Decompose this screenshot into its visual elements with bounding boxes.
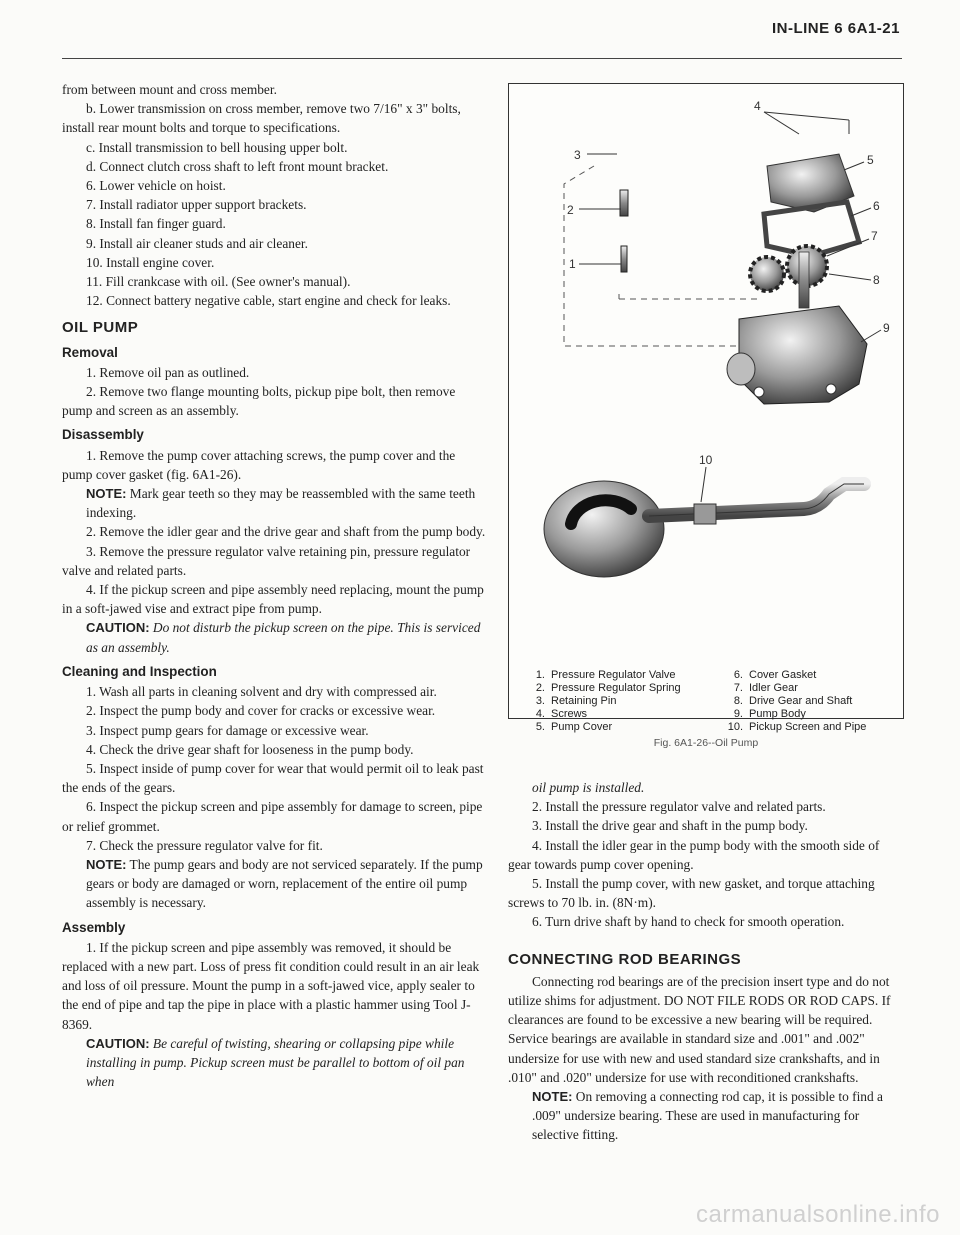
legend-item: 9. Pump Body [733, 708, 806, 720]
header-rule [62, 58, 902, 59]
regulator-spring-shape [620, 190, 628, 216]
caution-text: Do not disturb the pickup screen on the pipe. This is serviced as an assembly. [86, 620, 481, 655]
drive-shaft-shape [799, 252, 809, 308]
paragraph: 3. Inspect pump gears for damage or excessive wear. [86, 722, 369, 738]
paragraph: 6. Turn drive shaft by hand to check for smooth operation. [532, 914, 845, 930]
subheading-disassembly: Disassembly [62, 427, 144, 443]
callout-1: 1 [569, 257, 576, 271]
paragraph: 1. Wash all parts in cleaning solvent and dry with compressed air. [86, 684, 437, 700]
paragraph: 5. Inspect inside of pump cover for wear that would permit oil to leak past the ends of the gears. [62, 760, 484, 796]
note-block [62, 855, 486, 913]
figure-legend-right [725, 669, 897, 734]
callout-9: 9 [883, 321, 890, 335]
legend-item: 1. Pressure Regulator Valve [535, 669, 676, 681]
section-heading-oil-pump: OIL PUMP [62, 319, 139, 337]
callout-4: 4 [754, 99, 761, 113]
page-header [0, 14, 960, 44]
callout-5: 5 [867, 153, 874, 167]
paragraph: 10. Install engine cover. [86, 254, 215, 270]
legend-item: 4. Screws [535, 708, 588, 720]
note-block [508, 1087, 904, 1145]
subheading-assembly: Assembly [62, 919, 126, 935]
paragraph: 3. Install the drive gear and shaft in the pump body. [532, 818, 808, 834]
legend-item: 3. Retaining Pin [535, 695, 617, 707]
paragraph: 1. Remove oil pan as outlined. [86, 364, 250, 380]
callout-6: 6 [873, 199, 880, 213]
note-text: On removing a connecting rod cap, it is possible to find a .009" undersize bearing. These are used in manufacturing for selective fitting. [532, 1089, 883, 1143]
paragraph: 7. Check the pressure regulator valve for fit. [86, 837, 323, 853]
watermark: carmanualsonline.info [696, 1201, 940, 1228]
paragraph: 11. Fill crankcase with oil. (See owner's manual). [86, 274, 351, 290]
paragraph: d. Connect clutch cross shaft to left front mount bracket. [86, 158, 389, 174]
legend-item: 6. Cover Gasket [733, 669, 817, 681]
guide-line [619, 294, 759, 299]
paragraph: 9. Install air cleaner studs and air cleaner. [86, 235, 308, 251]
left-column [62, 80, 486, 1091]
note-text: Mark gear teeth so they may be reassembled with the same teeth indexing. [86, 486, 476, 521]
paragraph: 8. Install fan finger guard. [86, 216, 226, 232]
paragraph: 1. If the pickup screen and pipe assembly was removed, it should be replaced with a new part. Loss of press fit condition could result in an air leak and loss of oil pressure. Mount the pump in a soft-jawed vice, apply sealer to the end of pipe and tap the pipe in place with a plastic hammer using Tool J-8369. [62, 939, 480, 1032]
note-label: NOTE: [86, 856, 127, 872]
oil-pump-illustration [509, 84, 903, 718]
legend-item: 10. Pickup Screen and Pipe [727, 721, 867, 733]
legend-item: 7. Idler Gear [733, 682, 798, 694]
callout-2: 2 [567, 203, 574, 217]
callout-3: 3 [574, 148, 581, 162]
paragraph: 12. Connect battery negative cable, start engine and check for leaks. [86, 293, 451, 309]
regulator-valve-shape [621, 246, 627, 272]
legend-item: 8. Drive Gear and Shaft [733, 695, 853, 707]
right-column [508, 778, 904, 1145]
paragraph: 6. Lower vehicle on hoist. [86, 178, 226, 194]
callout-7: 7 [871, 229, 878, 243]
note-text: The pump gears and body are not serviced separately. If the pump gears or body are damaged or worn, replacement of the entire oil pump assembly is necessary. [86, 856, 483, 911]
paragraph: Connecting rod bearings are of the precision insert type and do not utilize shims for adjustment. DO NOT FILE RODS OR ROD CAPS. If clearances are found to be excessive a new bearing will be required. Service bearings are available in standard size and .001" and .002" undersize for use with new and used standard size crankshafts, and in .010" and .020" undersize for use with reconditioned crankshafts. [508, 973, 891, 1085]
paragraph: 7. Install radiator upper support brackets. [86, 197, 307, 213]
pump-body-outlet [727, 353, 755, 385]
figure-legend-left [527, 669, 717, 734]
paragraph: oil pump is installed. [532, 780, 645, 795]
legend-item: 2. Pressure Regulator Spring [535, 682, 681, 694]
note-label: NOTE: [86, 486, 127, 502]
paragraph: 1. Remove the pump cover attaching screws, the pump cover and the pump cover gasket (fig. 6A1-26). [62, 447, 456, 482]
oil-pump-figure [508, 83, 904, 733]
caution-text: Be careful of twisting, shearing or collapsing pipe while installing in pump. Pickup screen must be parallel to bottom of oil pan when [86, 1035, 465, 1090]
paragraph: 4. If the pickup screen and pipe assembly need replacing, mount the pump in a soft-jawed vise and extract pipe from pump. [62, 582, 484, 617]
paragraph: 2. Remove the idler gear and the drive gear and shaft from the pump body. [86, 524, 486, 540]
paragraph: b. Lower transmission on cross member, remove two 7/16" x 3" bolts, install rear mount bolts and torque to specifications. [62, 101, 461, 136]
paragraph: 5. Install the pump cover, with new gasket, and torque attaching screws to 70 lb. in. (8N·m). [508, 876, 875, 911]
paragraph: 2. Inspect the pump body and cover for cracks or excessive wear. [86, 703, 436, 719]
caution-block [62, 618, 486, 656]
callout-8: 8 [873, 273, 880, 287]
paragraph: c. Install transmission to bell housing upper bolt. [86, 139, 348, 155]
callout-10: 10 [699, 453, 713, 467]
section-heading-connecting-rod-bearings: CONNECTING ROD BEARINGS [508, 950, 742, 968]
note-label: NOTE: [532, 1089, 573, 1105]
page-header-title: IN-LINE 6 6A1-21 [771, 20, 900, 37]
paragraph: 3. Remove the pressure regulator valve retaining pin, pressure regulator valve and related parts. [62, 543, 471, 578]
paragraph: 4. Check the drive gear shaft for looseness in the pump body. [86, 741, 414, 757]
legend-item: 5. Pump Cover [535, 721, 613, 733]
figure-caption: Fig. 6A1-26--Oil Pump [653, 737, 759, 749]
paragraph: 2. Remove two flange mounting bolts, pickup pipe bolt, then remove pump and screen as an assembly. [62, 384, 456, 419]
subheading-cleaning-inspection: Cleaning and Inspection [62, 663, 217, 679]
paragraph: 2. Install the pressure regulator valve and related parts. [532, 799, 826, 815]
caution-block [62, 1034, 486, 1092]
drive-gear-shape [750, 257, 784, 291]
paragraph: 6. Inspect the pickup screen and pipe assembly for damage to screen, pipe or relief grommet. [62, 799, 483, 834]
note-block [62, 484, 486, 522]
caution-label: CAUTION: [86, 1035, 150, 1051]
paragraph: from between mount and cross member. [62, 82, 277, 97]
subheading-removal: Removal [62, 344, 118, 360]
paragraph: 4. Install the idler gear in the pump body with the smooth side of gear towards pump cover opening. [508, 837, 880, 872]
caution-label: CAUTION: [86, 620, 150, 636]
